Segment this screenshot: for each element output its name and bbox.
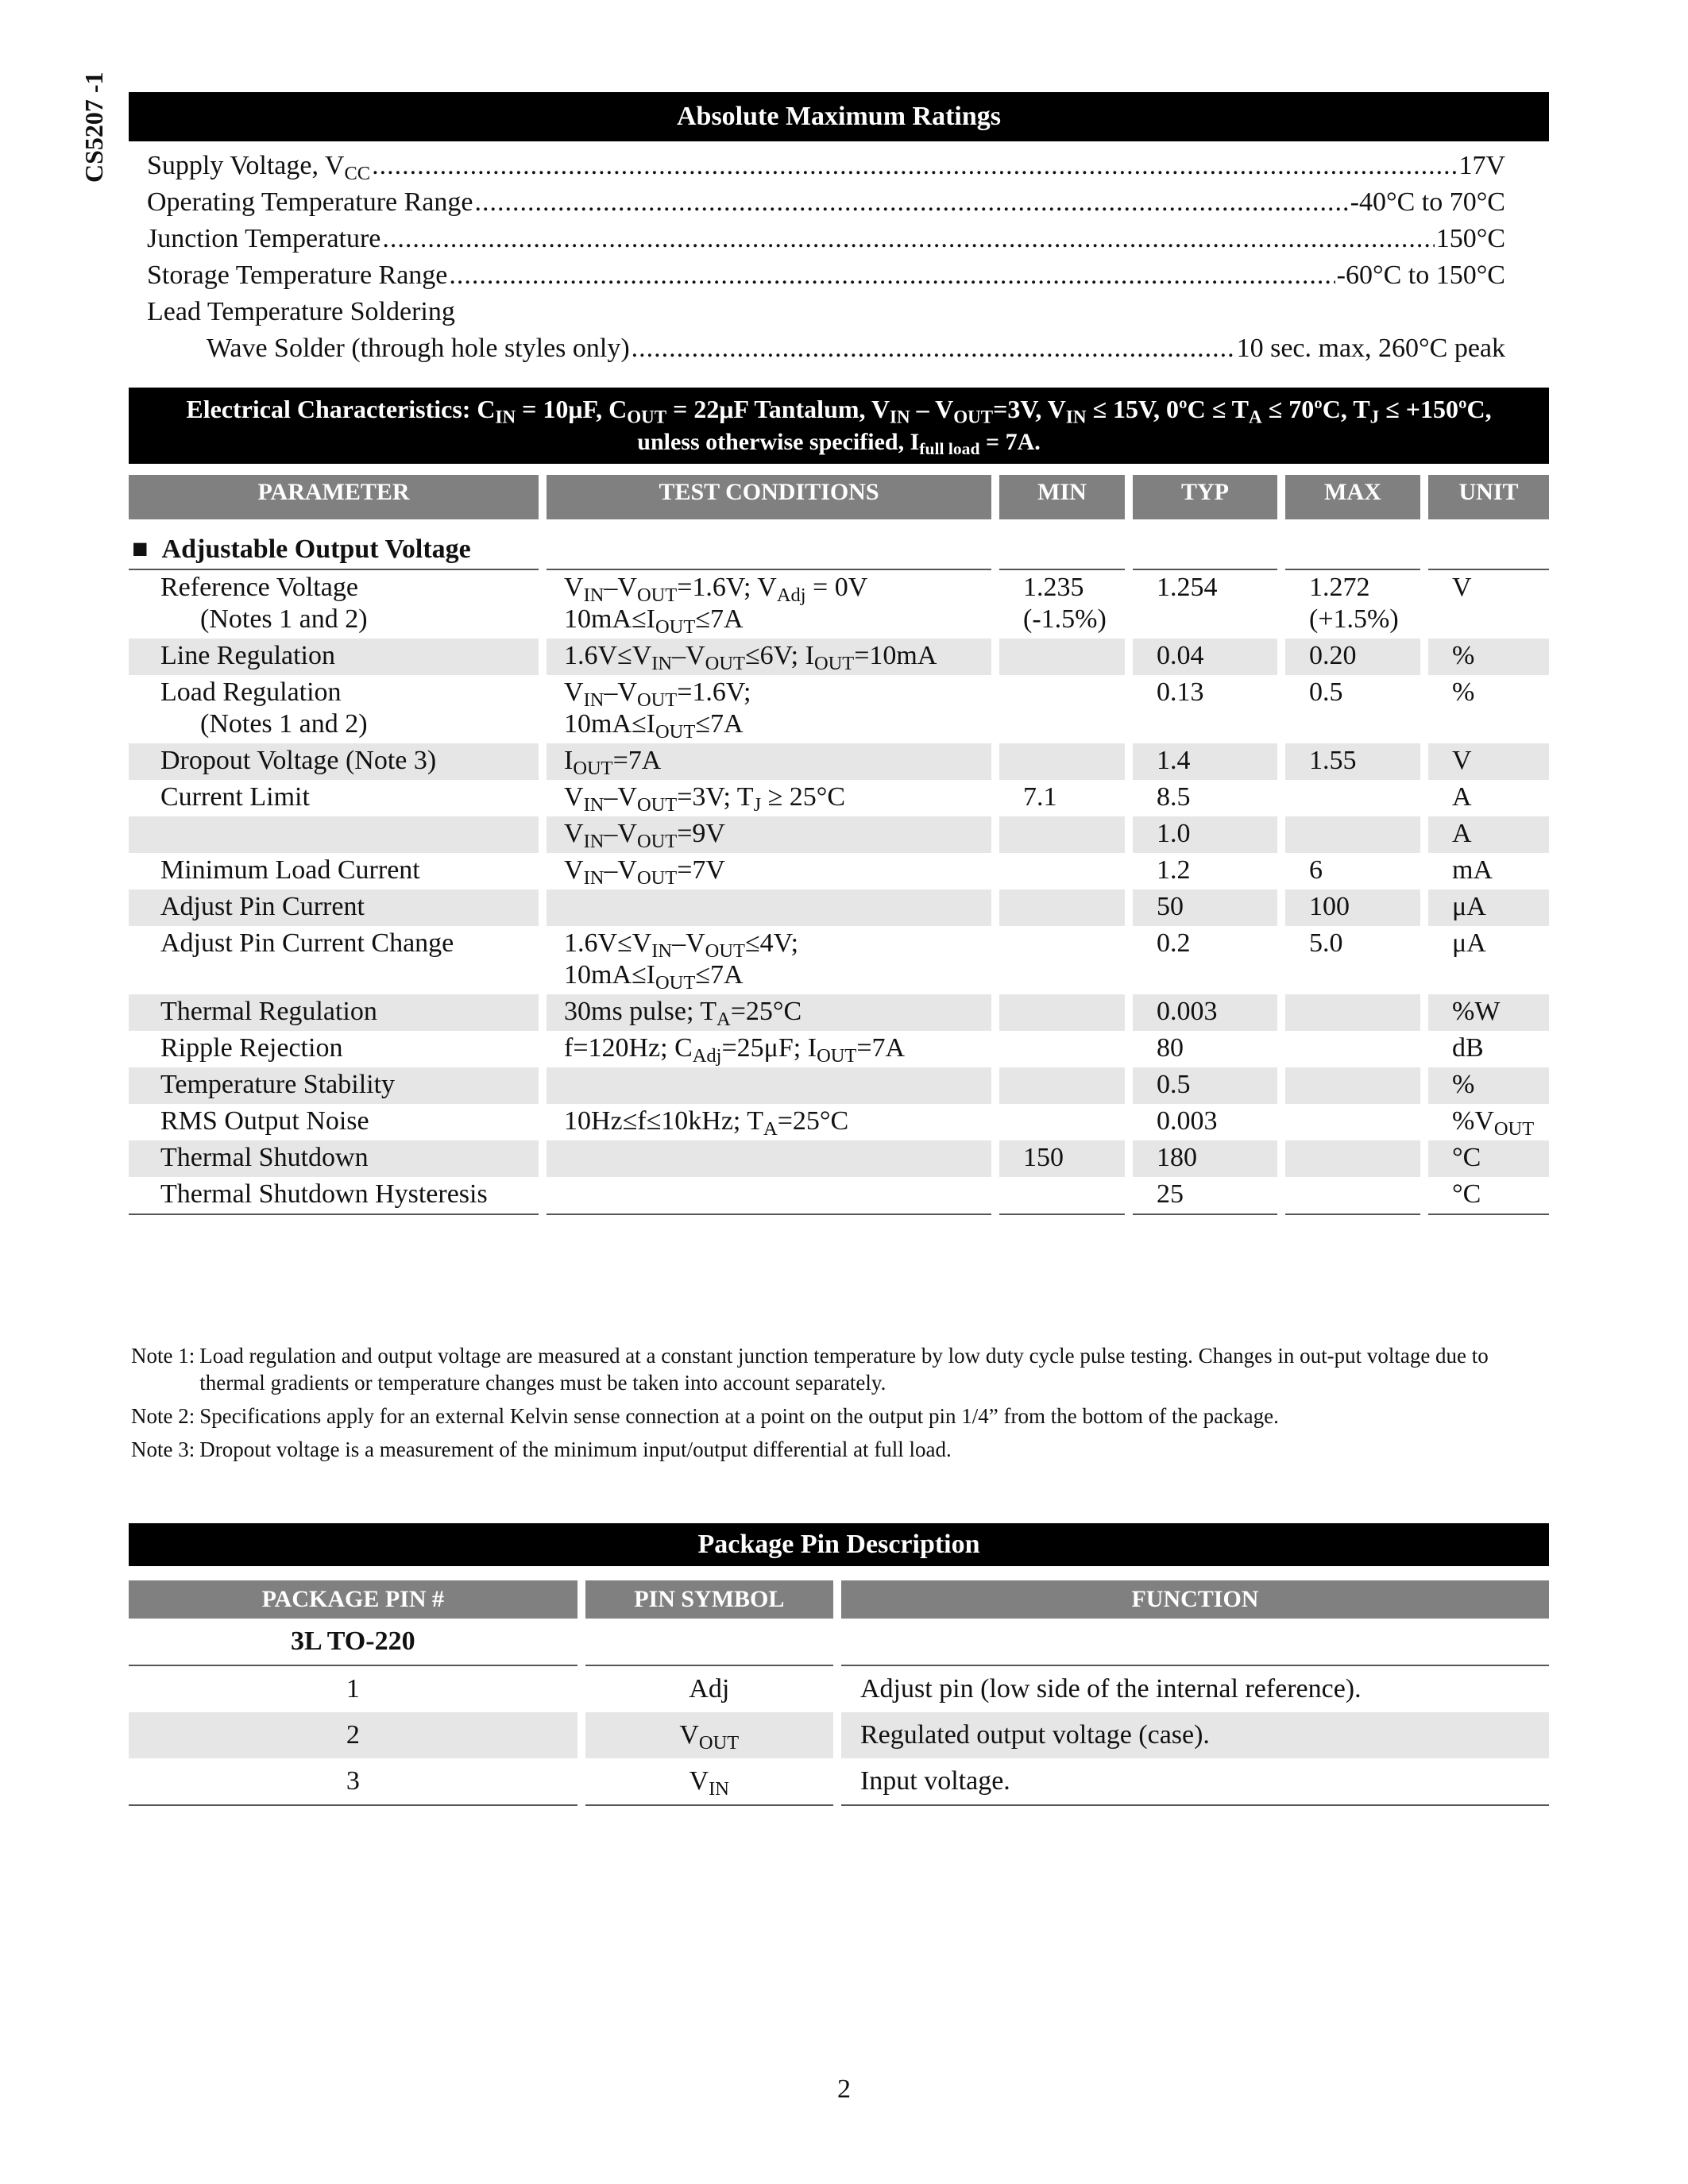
table-row: 3 $V_{IN}$ Input voltage. <box>129 1758 1549 1806</box>
section-row <box>129 532 1549 570</box>
header-package-pin: PACKAGE PIN # <box>129 1580 577 1619</box>
table-row: Load Regulation (Notes 1 and 2) $V_{IN}-V_{OUT}=1.6V$; $10mA\le I_{OUT}\le 7A$ 0.13 0.5 % <box>160 677 1475 743</box>
table-header-row <box>129 475 1549 519</box>
table-row: RMS Output Noise 10Hz≤f≤10kHz; $T_A=25^\circ C$ 0.003 $\%V_{OUT}$ <box>160 1106 1535 1140</box>
package-pin-table <box>121 1580 1557 1806</box>
table-row: Thermal Shutdown Hysteresis 25 °C <box>129 1177 1549 1215</box>
pkg-header-row <box>129 1580 1549 1619</box>
rating-supply-voltage: Supply Voltage, $V_{CC}$ ..... 17V <box>147 148 1505 184</box>
table-row: 1 Adj Adjust pin (low side of the internal reference). <box>346 1674 1362 1704</box>
table-row: 2 $V_{OUT}$ Regulated output voltage (case). <box>129 1712 1549 1758</box>
header-parameter: PARAMETER <box>129 475 539 519</box>
rating-lead-temp: Lead Temperature Soldering <box>147 297 455 326</box>
header-pin-symbol: PIN SYMBOL <box>585 1580 833 1619</box>
electrical-characteristics-header: Electrical Characteristics: $C_{IN} = 10\mu F$, $C_{OUT} = 22\mu F$ Tantalum, $V_{IN} - V_{OUT}=3V$, $V_{IN} \le 15V$, 0ºC ≤ $T_A$ ≤ 70ºC, $T_J$ ≤ +150ºC, unless otherwise specified, $I_{full load} = 7A$. <box>129 388 1549 464</box>
table-row: Adjust Pin Current Change $1.6V\le V_{IN}-V_{OUT}\le 4V$; $10mA\le I_{OUT}\le 7A$ 0.2 5.0 μA <box>160 928 1486 994</box>
header-max: MAX <box>1285 475 1420 519</box>
table-row: Ripple Rejection f=120Hz; $C_{Adj}=25\mu F$; $I_{OUT}=7A$ 80 dB <box>160 1033 1484 1067</box>
header-function: FUNCTION <box>841 1580 1549 1619</box>
package-type-row <box>129 1619 1549 1666</box>
table-row: Current Limit $V_{IN}-V_{OUT}=3V$; $T_J \ge 25^\circ C$ 7.1 8.5 A <box>160 782 1472 816</box>
rating-storage-temp: Storage Temperature Range ..... -60°C to 150°C <box>147 257 1505 294</box>
table-row: Temperature Stability 0.5 % <box>129 1067 1549 1104</box>
note-2: Note 2: Specifications apply for an external Kelvin sense connection at a point on the output pin 1/4” from the bottom of the package. <box>131 1404 1279 1428</box>
table-row: Dropout Voltage (Note 3) $I_{OUT}=7A$ 1.4 1.55 V <box>129 743 1549 780</box>
table-row: Reference Voltage (Notes 1 and 2) $V_{IN}-V_{OUT}=1.6V$; $V_{Adj} = 0V$ $10mA\le I_{OUT}\le 7A$ 1.235 (-1.5%) 1.254 1.272 (+1.5%) V <box>160 573 1472 638</box>
table-row: Line Regulation $1.6V\le V_{IN}-V_{OUT}\le 6V$; $I_{OUT}=10mA$ 0.04 0.20 % <box>129 639 1549 675</box>
table-row: Minimum Load Current $V_{IN}-V_{OUT}=7V$ 1.2 6 mA <box>160 855 1493 889</box>
header-test-conditions: TEST CONDITIONS <box>547 475 991 519</box>
table-row: $V_{IN}-V_{OUT}=9V$ 1.0 A <box>129 816 1549 853</box>
rating-junction-temp: Junction Temperature ..... 150°C <box>147 221 1505 257</box>
page-number: 2 <box>837 2074 851 2104</box>
notes <box>131 1342 1529 1469</box>
electrical-characteristics-table <box>121 475 1557 1215</box>
package-type: 3L TO-220 <box>129 1619 577 1666</box>
table-row: Thermal Shutdown 150 180 °C <box>129 1140 1549 1177</box>
note-3: Note 3: Dropout voltage is a measurement of the minimum input/output differential at full load. <box>131 1437 952 1461</box>
table-row: Thermal Regulation 30ms pulse; $T_A=25^\circ C$ 0.003 %W <box>129 994 1549 1031</box>
header-typ: TYP <box>1133 475 1277 519</box>
rating-operating-temp: Operating Temperature Range ..... -40°C to 70°C <box>147 184 1505 221</box>
section-title: ■ Adjustable Output Voltage <box>129 532 539 570</box>
table-row: Adjust Pin Current 50 100 μA <box>129 889 1549 926</box>
header-unit: UNIT <box>1428 475 1549 519</box>
header-min: MIN <box>999 475 1125 519</box>
package-pin-header: Package Pin Description <box>129 1523 1549 1566</box>
abs-max-header: Absolute Maximum Ratings <box>129 92 1549 141</box>
note-1: Note 1: Load regulation and output voltage are measured at a constant junction temperature by low duty cycle pulse testing. Changes in out-put voltage due to thermal gradients or temperature changes must be taken into account separately. <box>131 1344 1489 1395</box>
abs-max-ratings <box>147 148 1505 367</box>
rating-wave-solder: Wave Solder (through hole styles only) ..... 10 sec. max, 260°C peak <box>147 330 1505 367</box>
